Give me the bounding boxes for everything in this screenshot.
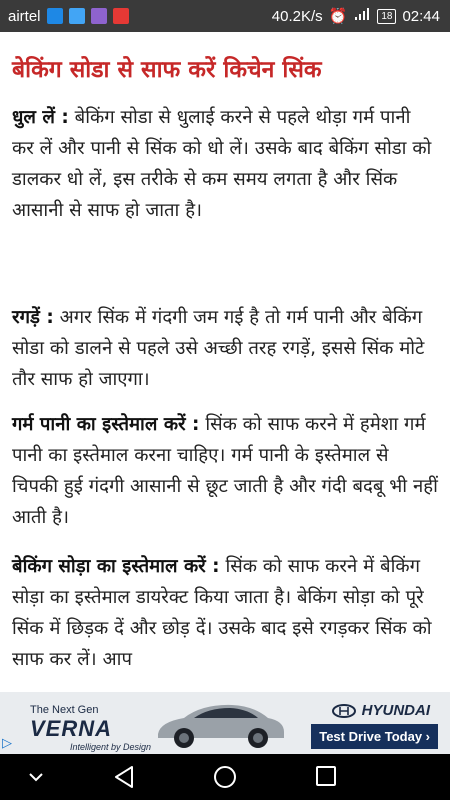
navigation-bar (0, 754, 450, 800)
hyundai-wordmark: HYUNDAI (361, 702, 430, 719)
play-store-icon (113, 8, 129, 24)
paragraph-text: बेकिंग सोडा से धुलाई करने से पहले थोड़ा गर्म पानी कर लें और पानी से सिंक को धो लें। उसके बाद बेकिंग सोडा को डालकर धो लें, इस तरीके से कम समय लगता है और सिंक आसानी से साफ हो जाता है। (12, 107, 432, 221)
paragraph-lead: धुल लें : (12, 107, 69, 128)
hyundai-emblem-icon (332, 704, 356, 718)
article-title: बेकिंग सोडा से साफ करें किचेन सिंक (12, 57, 322, 83)
paragraph-scrub (12, 302, 438, 395)
paragraph-lead: गर्म पानी का इस्तेमाल करें : (12, 414, 200, 435)
test-drive-button[interactable]: Test Drive Today › (311, 724, 438, 749)
ad-brand: VERNA (30, 716, 113, 741)
ad-tagline: Intelligent by Design (70, 742, 152, 752)
hyundai-logo (332, 702, 430, 719)
paragraph-text: सिंक को साफ करने में बेकिंग सोड़ा का इस्तेमाल डायरेक्ट किया जाता है। बेकिंग सोड़ा को पूरे सिंक में छिड़क दें और छोड़ दें। उसके बाद इसे रगड़कर सिंक को साफ कर लें। आप (12, 556, 432, 670)
messages-icon (47, 8, 63, 24)
paragraph-wash (12, 102, 438, 226)
adchoices-icon[interactable]: ▷ (2, 736, 12, 751)
status-bar (0, 0, 450, 32)
clock: 02:44 (402, 7, 440, 25)
photos-icon (69, 8, 85, 24)
alarm-icon: ⏰ (328, 8, 348, 25)
signal-icon (353, 7, 371, 25)
ad-copy (30, 704, 151, 752)
paragraph-hot-water (12, 409, 438, 533)
carrier-label: airtel (8, 7, 41, 25)
recent-apps-button[interactable] (314, 764, 338, 792)
article-content[interactable] (0, 40, 450, 692)
back-button[interactable] (112, 764, 138, 794)
paragraph-text: सिंक को साफ करने में हमेशा गर्म पानी का इस्तेमाल करना चाहिए। गर्म पानी के इस्तेमाल से चिपकी हुई गंदगी आसानी से छूट जाती है और गंदी बदबू भी नहीं आती है। (12, 414, 438, 528)
ad-kicker: The Next Gen (30, 704, 99, 716)
paragraph-baking-soda (12, 551, 438, 675)
paragraph-text: अगर सिंक में गंदगी जम गई है तो गर्म पानी और बेकिंग सोडा को डालने से पहले उसे अच्छी तरह रगड़ें, इससे सिंक मोटे तौर साफ हो जाएगा। (12, 307, 425, 390)
ad-banner[interactable] (0, 692, 450, 754)
chevron-down-icon[interactable] (28, 768, 44, 787)
paragraph-lead: बेकिंग सोड़ा का इस्तेमाल करें : (12, 556, 220, 577)
home-button[interactable] (212, 764, 238, 794)
car-image (150, 696, 290, 752)
battery-level: 18 (381, 10, 393, 22)
network-speed: 40.2K/s (271, 7, 323, 25)
paragraph-lead: रगड़ें : (12, 307, 54, 328)
gallery-icon (91, 8, 107, 24)
battery-icon (377, 9, 396, 24)
